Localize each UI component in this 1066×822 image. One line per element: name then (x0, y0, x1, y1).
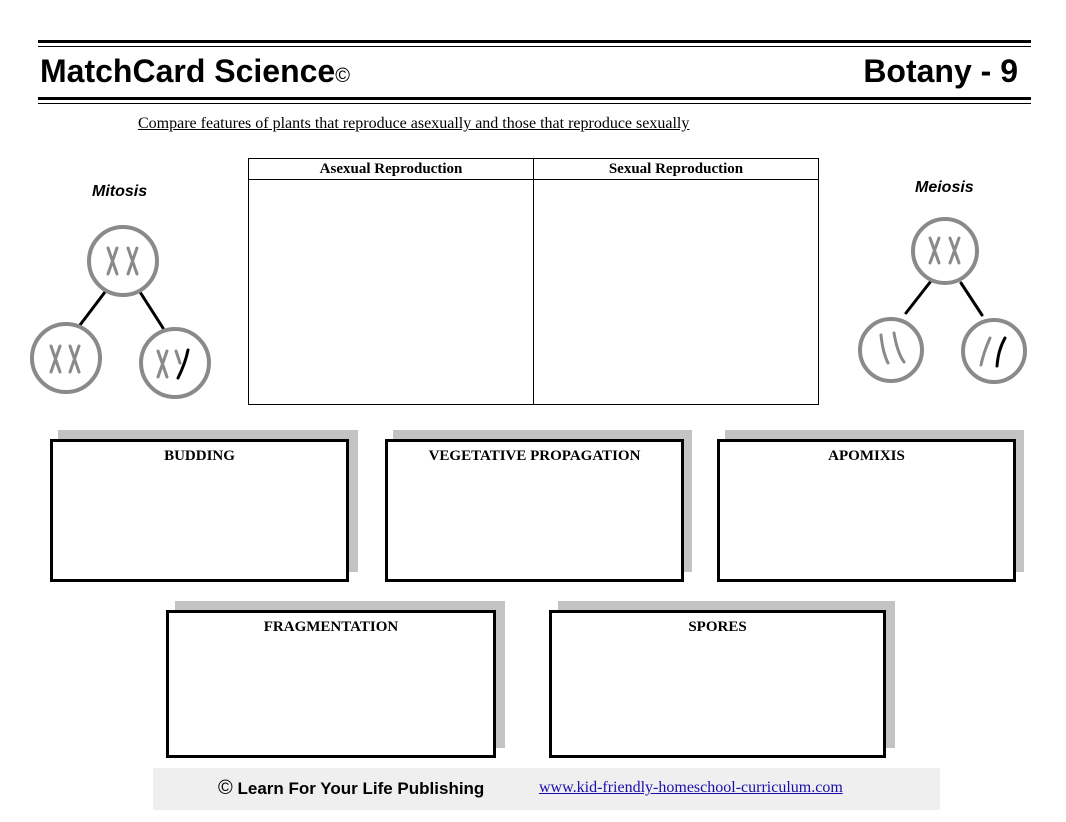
header-bottom-rule-thick (38, 97, 1031, 100)
card-label: SPORES (688, 619, 747, 635)
card-apomixis[interactable] (717, 430, 1024, 582)
card-label: FRAGMENTATION (263, 619, 399, 635)
meiosis-branch-right (961, 283, 982, 315)
asexual-column-header: Asexual Reproduction (249, 159, 533, 180)
card-label: VEGETATIVE PROPAGATION (428, 448, 641, 464)
card-spores[interactable] (549, 601, 895, 758)
sexual-column[interactable] (534, 159, 818, 404)
footer-website-link[interactable]: www.kid-friendly-homeschool-curriculum.com (539, 779, 843, 796)
card-body (166, 610, 496, 758)
worksheet-subject: Botany - 9 (863, 53, 1018, 89)
footer-copyright-mark: © (218, 777, 233, 799)
card-fragmentation[interactable] (166, 601, 505, 758)
mitosis-daughter-cell-right (141, 329, 209, 397)
card-vegetative-propagation[interactable] (385, 430, 692, 582)
card-body (385, 439, 684, 582)
worksheet-title (40, 52, 350, 95)
footer-publisher-name: Learn For Your Life Publishing (237, 779, 485, 798)
card-label: BUDDING (164, 448, 235, 464)
mitosis-branch-left (80, 292, 105, 325)
meiosis-branch-left (906, 281, 931, 313)
mitosis-parent-cell (89, 227, 157, 295)
mitosis-daughter-cell-left (32, 324, 100, 392)
asexual-column[interactable] (249, 159, 534, 404)
mitosis-label: Mitosis (92, 183, 148, 200)
meiosis-daughter-cell-right (963, 320, 1025, 382)
meiosis-label: Meiosis (915, 179, 974, 196)
card-budding[interactable] (50, 430, 358, 582)
title-text: MatchCard Science (40, 53, 336, 89)
header-top-rule-thin (38, 46, 1031, 47)
copyright-mark: © (335, 65, 350, 87)
footer-publisher (218, 777, 484, 800)
meiosis-diagram (848, 205, 1048, 400)
card-body (717, 439, 1016, 582)
instruction-text: Compare features of plants that reproduce asexually and those that reproduce sexually (138, 115, 690, 132)
mitosis-diagram (20, 210, 230, 410)
comparison-table (248, 158, 819, 405)
mitosis-branch-right (140, 292, 163, 328)
header-bottom-rule-thin (38, 103, 1031, 104)
card-body (50, 439, 349, 582)
meiosis-daughter-cell-left (860, 319, 922, 381)
sexual-column-header: Sexual Reproduction (534, 159, 818, 180)
header-top-rule-thick (38, 40, 1031, 43)
meiosis-parent-cell (913, 219, 977, 283)
card-body (549, 610, 886, 758)
card-label: APOMIXIS (828, 448, 905, 464)
